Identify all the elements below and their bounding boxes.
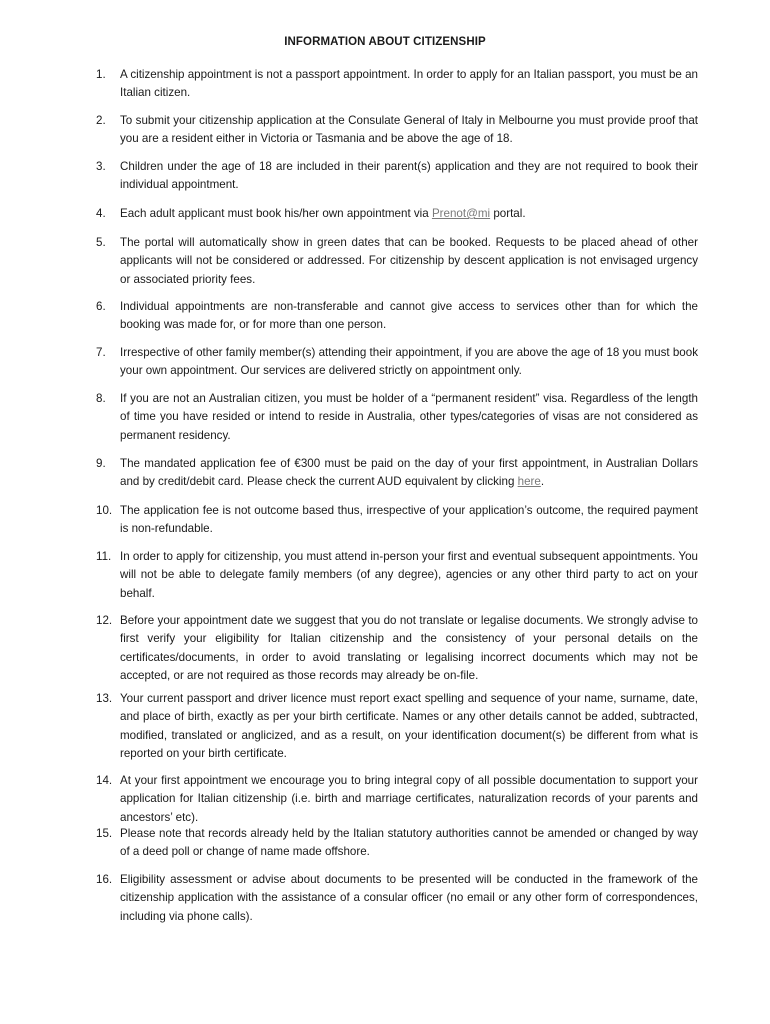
item-number: 16. <box>96 873 113 886</box>
item-text: To submit your citizenship application at the Consulate General of Italy in Melbourne you must provide proof that you are a resident either in Victoria or Tasmania and be above the age of 18. <box>120 114 698 146</box>
prenotami-link[interactable]: Prenot@mi <box>431 207 491 220</box>
item-number: 4. <box>96 207 106 220</box>
list-item-15 <box>96 825 698 862</box>
list-item-5 <box>96 234 698 289</box>
list-item-16 <box>96 871 698 926</box>
item-text: Before your appointment date we suggest that you do not translate or legalise documents. We strongly advise to first verify your eligibility for Italian citizenship and the consistency of your personal details on the certificates/documents, in order to avoid translating or legalising incorrect documents which may not be accepted, or are not required as those records may already be on-file. <box>120 614 698 682</box>
aud-rate-link[interactable]: here <box>517 475 541 489</box>
item-number: 15. <box>96 827 113 840</box>
item-text-after: portal. <box>490 207 526 220</box>
list-item-6 <box>96 298 698 335</box>
item-number: 8. <box>96 392 106 405</box>
item-text: In order to apply for citizenship, you must attend in-person your first and eventual subsequent appointments. You will not be able to delegate family members (of any degree), agencies or any other third party to act on your behalf. <box>120 550 698 600</box>
item-text-before: The mandated application fee of €300 must be paid on the day of your first appointment, in Australian Dollars and by credit/debit card. Please check the current AUD equivalent by clicking <box>120 457 698 489</box>
item-number: 2. <box>96 114 106 127</box>
list-item-3 <box>96 158 698 195</box>
item-number: 5. <box>96 236 106 249</box>
item-number: 11. <box>96 550 112 563</box>
item-number: 7. <box>96 346 106 359</box>
list-item-11 <box>96 548 698 603</box>
list-item-7 <box>96 344 698 381</box>
item-number: 6. <box>96 300 106 313</box>
list-item-1 <box>96 66 698 103</box>
item-text: Your current passport and driver licence must report exact spelling and sequence of your name, surname, date, and place of birth, exactly as per your birth certificate. Names or any other details cannot be added, subtracted, modified, translated or anglicized, and as a result, on your identification document(s) be different from what is reported on your birth certificate. <box>120 692 698 760</box>
item-text: If you are not an Australian citizen, you must be holder of a “permanent resident” visa. Regardless of the length of time you have resided or intend to reside in Australia, other types/categories of visas are not considered as permanent residency. <box>120 392 698 442</box>
item-text: At your first appointment we encourage you to bring integral copy of all possible documentation to support your application for Italian citizenship (i.e. birth and marriage certificates, naturalization records of your parents and ancestors’ etc). <box>120 774 698 824</box>
list-item-12 <box>96 612 698 685</box>
list-item-9 <box>96 455 698 492</box>
item-text <box>120 205 698 223</box>
item-text <box>120 455 698 492</box>
list-item-8 <box>96 390 698 445</box>
item-number: 12. <box>96 614 113 627</box>
item-number: 9. <box>96 457 106 470</box>
item-text: Irrespective of other family member(s) attending their appointment, if you are above the age of 18 you must book your own appointment. Our services are delivered strictly on appointment only. <box>120 346 698 378</box>
list-item-4 <box>96 205 698 223</box>
item-text: Individual appointments are non-transferable and cannot give access to services other than for which the booking was made for, or for more than one person. <box>120 300 698 332</box>
item-number: 1. <box>96 68 106 81</box>
item-text-before: Each adult applicant must book his/her own appointment via <box>120 207 432 220</box>
item-text: Please note that records already held by the Italian statutory authorities cannot be amended or changed by way of a deed poll or change of name made offshore. <box>120 827 698 859</box>
item-text: Eligibility assessment or advise about documents to be presented will be conducted in the framework of the citizenship application with the assistance of a consular officer (no email or any other form of correspondences, including via phone calls). <box>120 873 698 923</box>
item-text: A citizenship appointment is not a passport appointment. In order to apply for an Italian passport, you must be an Italian citizen. <box>120 68 698 100</box>
item-text: The portal will automatically show in green dates that can be booked. Requests to be placed ahead of other applicants will not be considered or addressed. For citizenship by descent application is not envisaged urgency or associated priority fees. <box>120 236 698 286</box>
list-item-2 <box>96 112 698 149</box>
item-number: 10. <box>96 504 113 517</box>
item-number: 14. <box>96 774 113 787</box>
list-item-14 <box>96 772 698 827</box>
item-text: The application fee is not outcome based thus, irrespective of your application’s outcome, the required payment is non-refundable. <box>120 504 698 536</box>
item-text: Children under the age of 18 are included in their parent(s) application and they are not required to book their individual appointment. <box>120 160 698 192</box>
list-item-10 <box>96 502 698 539</box>
item-text-after: . <box>540 475 545 489</box>
item-number: 13. <box>96 692 113 705</box>
item-number: 3. <box>96 160 106 173</box>
page-title: INFORMATION ABOUT CITIZENSHIP <box>284 36 486 48</box>
list-item-13 <box>96 690 698 763</box>
